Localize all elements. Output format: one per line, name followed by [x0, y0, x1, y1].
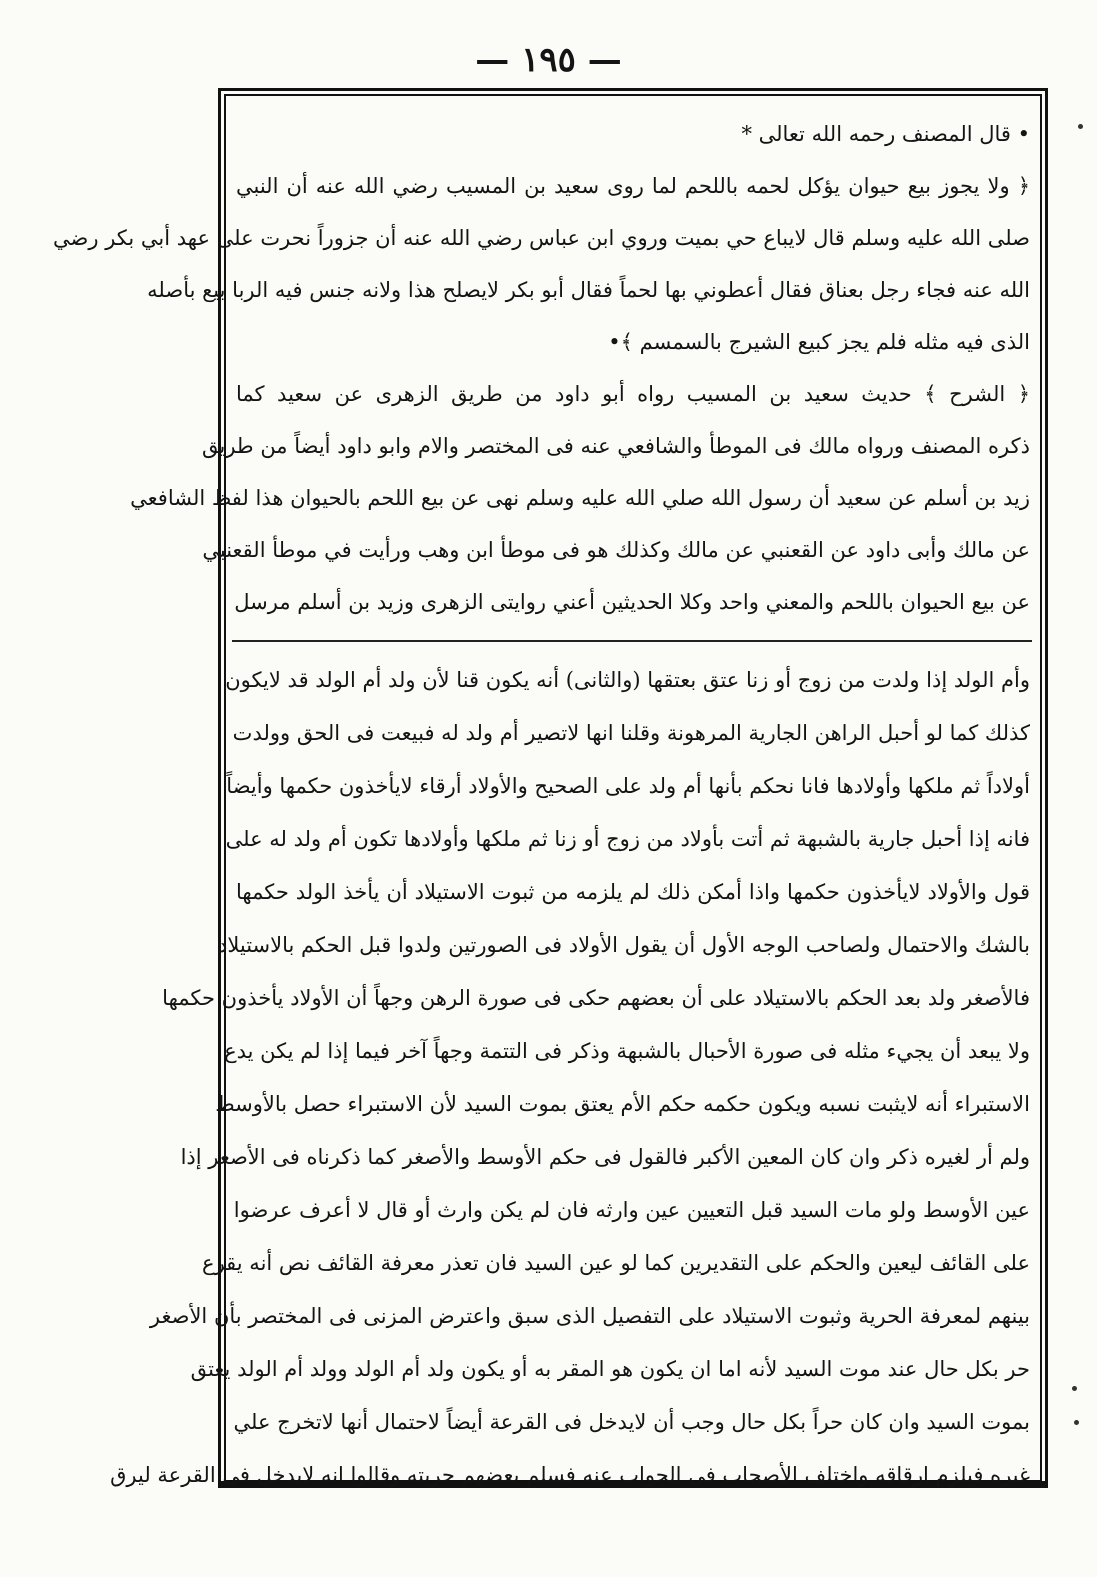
text-line: عن بيع الحيوان باللحم والمعني واحد وكلا الحديثين أعني روايتى الزهرى وزيد بن أسلم مرسل	[234, 590, 1030, 614]
text-line: ولم أر لغيره ذكر وان كان المعين الأكبر فالقول فى حكم الأوسط والأصغر كما ذكرناه فى الأصغر إذا	[180, 1145, 1030, 1169]
margin-dot	[1078, 124, 1083, 129]
text-line: بالشك والاحتمال ولصاحب الوجه الأول أن يقول الأولاد فى الصورتين ولدوا قبل الحكم بالاستيلاد	[217, 933, 1030, 957]
text-block	[53, 108, 1030, 628]
text-line: عن مالك وأبى داود عن القعنبي عن مالك وكذلك هو فى موطأ ابن وهب ورأيت في موطأ القعنبي	[202, 538, 1030, 562]
text-line: زيد بن أسلم عن سعيد أن رسول الله صلي الله عليه وسلم نهى عن بيع اللحم بالحيوان هذا لفظ الشافعي	[130, 486, 1030, 510]
text-line: ﴿ ولا يجوز بيع حيوان يؤكل لحمه باللحم لما روى سعيد بن المسيب رضي الله عنه أن النبي	[236, 174, 1030, 198]
margin-dot	[1074, 1420, 1079, 1425]
page-number: — ١٩٥ —	[475, 40, 622, 80]
text-line: بينهم لمعرفة الحرية وثبوت الاستيلاد على التفصيل الذى سبق واعترض المزنى فى المختصر بأن الأصغر	[149, 1304, 1030, 1328]
margin-dot	[1072, 1386, 1077, 1391]
text-line: حر بكل حال عند موت السيد لأنه اما ان يكون هو المقر به أو يكون ولد أم الولد وولد أم الولد يعتق	[190, 1357, 1030, 1381]
text-line: على القائف ليعين والحكم على التقديرين كما لو عين السيد فان تعذر معرفة القائف نص أنه يقرع	[202, 1251, 1030, 1275]
text-line: أولاداً ثم ملكها وأولادها فانا نحكم بأنها أم ولد على الصحيح والأولاد أرقاء لايأخذون حكمها وأيضاً	[226, 774, 1030, 798]
text-line: • قال المصنف رحمه الله تعالى *	[741, 122, 1030, 146]
text-line: وأم الولد إذا ولدت من زوج أو زنا عتق بعتقها (والثانى) أنه يكون قنا لأن ولد أم الولد قد لايكون	[225, 668, 1030, 692]
text-line: فالأصغر ولد بعد الحكم بالاستيلاد على أن بعضهم حكى فى صورة الرهن وجهاً أن الأولاد يأخذون حكمها	[162, 986, 1030, 1010]
text-line: الذى فيه مثله فلم يجز كبيع الشيرج بالسمسم ﴾•	[608, 330, 1030, 354]
text-line: ولا يبعد أن يجيء مثله فى صورة الأحبال بالشبهة وذكر فى التتمة وجهاً آخر فيما إذا لم يكن يدع	[224, 1039, 1030, 1063]
text-line: ذكره المصنف ورواه مالك فى الموطأ والشافعي عنه فى المختصر والام وابو داود أيضاً من طريق	[201, 434, 1030, 458]
text-line: الله عنه فجاء رجل بعناق فقال أعطوني بها لحماً فقال أبو بكر لايصلح هذا ولانه جنس فيه الربا بيع بأصله	[147, 278, 1030, 302]
section-divider	[232, 640, 1032, 642]
text-line: صلى الله عليه وسلم قال لايباع حي بميت وروي ابن عباس رضي الله عنه أن جزوراً نحرت على عهد أبي بكر رضي	[53, 226, 1030, 250]
text-line: فانه إذا أحبل جارية بالشبهة ثم أتت بأولاد من زوج أو زنا ثم ملكها وأولادها تكون أم ولد له على	[225, 827, 1030, 851]
text-line: عين الأوسط ولو مات السيد قبل التعيين عين وارثه فان لم يكن وارث أو قال لا أعرف عرضوا	[233, 1198, 1030, 1222]
text-line: بموت السيد وان كان حراً بكل حال وجب أن لايدخل فى القرعة أيضاً لاحتمال أنها لاتخرج علي	[233, 1410, 1030, 1434]
text-line: غيره فيلزم ارقاقه واختلف الأصحاب فى الجواب عنه فسلم بعضهم حريته وقالوا انه لايدخل فى القرعة ليرق	[110, 1463, 1030, 1487]
text-block-2	[110, 654, 1030, 1502]
text-line: قول والأولاد لايأخذون حكمها واذا أمكن ذلك لم يلزمه من ثبوت الاستيلاد أن يأخذ الولد حكمها	[236, 880, 1030, 904]
text-line: الاستبراء أنه لايثبت نسبه ويكون حكمه حكم الأم يعتق بموت السيد لأن الاستبراء حصل بالأوسط	[215, 1092, 1030, 1116]
text-line: ﴿ الشرح ﴾ حديث سعيد بن المسيب رواه أبو داود من طريق الزهرى عن سعيد كما	[236, 382, 1030, 406]
text-line: كذلك كما لو أحبل الراهن الجارية المرهونة وقلنا انها لاتصير أم ولد له فبيعت فى الحق وولدت	[232, 721, 1030, 745]
